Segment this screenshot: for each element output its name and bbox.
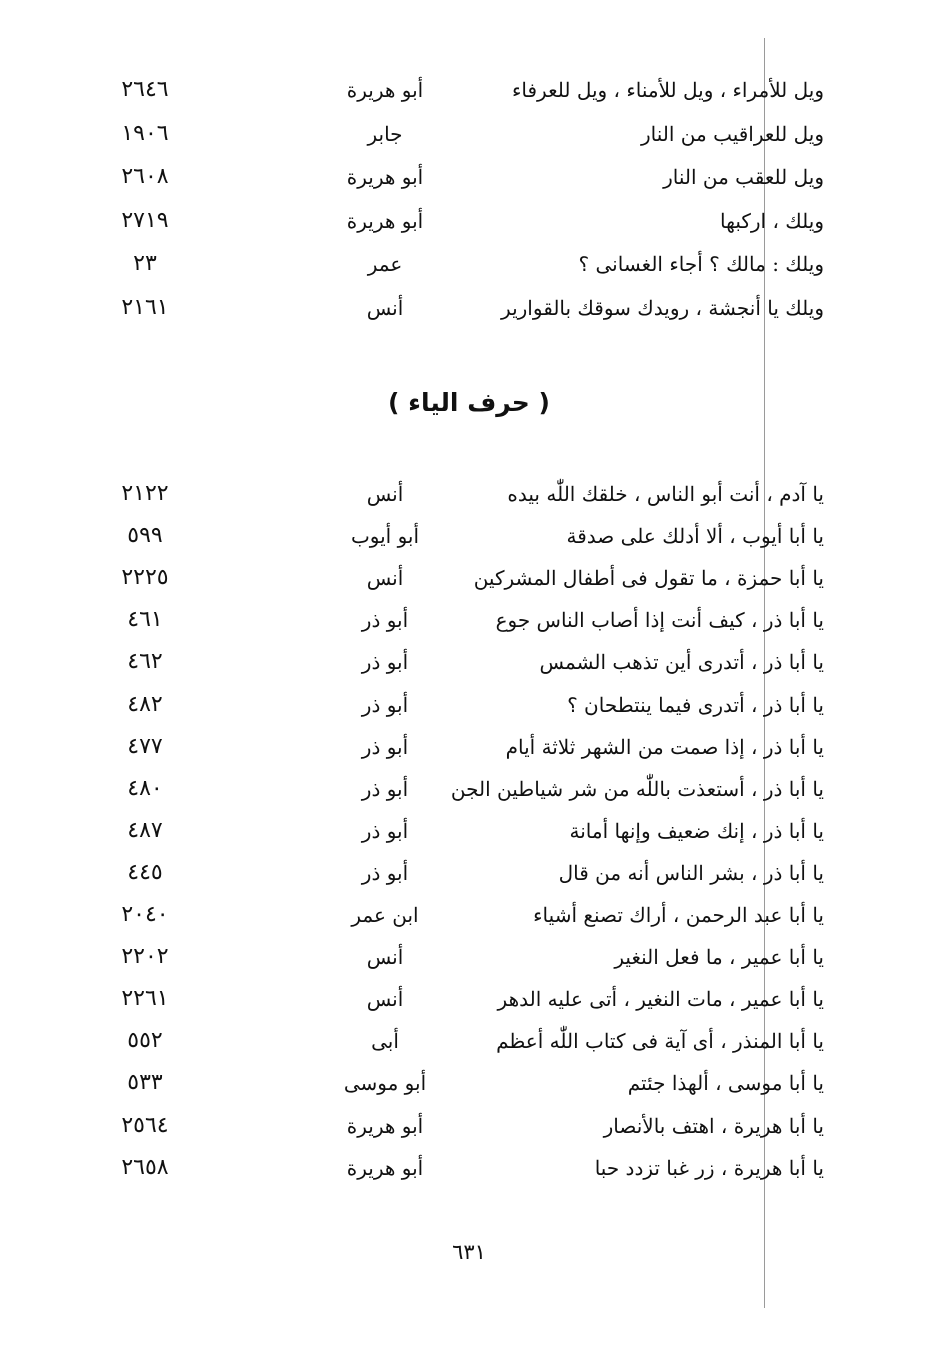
hadith-incipit: يا أبا أيوب ، ألا أدلك على صدقة — [566, 524, 824, 549]
hadith-incipit: يا أبا هريرة ، اهتف بالأنصار — [603, 1113, 824, 1138]
entry-row — [0, 157, 938, 197]
entry-row — [0, 516, 938, 556]
narrator-name: أبو هريرة — [346, 165, 424, 190]
hadith-number: ٢٣ — [133, 251, 157, 277]
hadith-number: ٢٠٤٠ — [121, 902, 169, 927]
hadith-number: ٢٢٠٢ — [121, 944, 169, 970]
narrator-name: أبو ذر — [361, 692, 409, 717]
narrator-name: أبو ذر — [361, 608, 409, 633]
hadith-number: ٤٤٥ — [127, 859, 163, 885]
hadith-number: ٢٦٤٦ — [121, 77, 169, 102]
hadith-number: ٢١٦١ — [121, 295, 169, 320]
hadith-incipit: يا أبا ذر ، أستعذت باللّٰه من شر شياطين الجن — [450, 776, 824, 801]
narrator-name: أبو ذر — [361, 734, 409, 759]
narrator-name: ابن عمر — [351, 903, 419, 927]
hadith-incipit: يا أبا ذر ، أتدرى أين تذهب الشمس — [539, 650, 824, 675]
narrator-name: أبو هريرة — [346, 1155, 424, 1180]
hadith-incipit: يا أبا ذر ، كيف أنت إذا أصاب الناس جوع — [495, 608, 824, 633]
entry-row — [0, 288, 938, 328]
narrator-name: أبى — [371, 1029, 399, 1054]
narrator-name: أبو ذر — [361, 776, 409, 801]
hadith-incipit: يا أبا عمير ، مات النغير ، أتى عليه الدهر — [497, 987, 824, 1012]
entry-row — [0, 979, 938, 1019]
hadith-number: ٥٥٢ — [127, 1028, 163, 1054]
narrator-name: أبو أيوب — [350, 524, 420, 549]
narrator-name: أنس — [366, 566, 404, 591]
narrator-name: أبو ذر — [361, 860, 409, 885]
narrator-name: أنس — [366, 296, 404, 320]
hadith-number: ٢٧١٩ — [121, 207, 169, 233]
entry-row — [0, 769, 938, 809]
hadith-number: ٤٧٧ — [127, 733, 163, 759]
narrator-name: أبو موسى — [343, 1071, 427, 1096]
hadith-incipit: ويلك : مالك ؟ أجاء الغسانى ؟ — [578, 252, 824, 277]
narrator-name: أبو هريرة — [346, 78, 424, 102]
hadith-number: ١٩٠٦ — [121, 120, 169, 146]
narrator-name: أبو هريرة — [346, 1113, 424, 1138]
entry-row — [0, 244, 938, 284]
section-heading: ( حرف الياء ) — [388, 388, 550, 417]
entry-row — [0, 600, 938, 640]
hadith-number: ٢٦٠٨ — [121, 164, 169, 190]
hadith-number: ٤٨٠ — [127, 775, 163, 801]
hadith-number: ٤٨٢ — [127, 691, 163, 717]
hadith-number: ٥٩٩ — [127, 523, 163, 549]
entry-row — [0, 1106, 938, 1146]
narrator-name: أنس — [366, 482, 404, 506]
entry-row — [0, 70, 938, 110]
hadith-incipit: يا أبا عمير ، ما فعل النغير — [614, 945, 824, 970]
narrator-name: أنس — [366, 945, 404, 970]
narrator-name: أبو هريرة — [346, 208, 424, 233]
hadith-incipit: يا أبا موسى ، ألهذا جئتم — [627, 1071, 824, 1096]
hadith-number: ٢٥٦٤ — [121, 1112, 169, 1138]
hadith-number: ٢٢٦١ — [121, 986, 169, 1012]
entry-row — [0, 558, 938, 598]
hadith-incipit: يا أبا ذر ، إنك ضعيف وإنها أمانة — [569, 818, 824, 843]
entry-row — [0, 727, 938, 767]
hadith-incipit: يا أبا ذر ، إذا صمت من الشهر ثلاثة أيام — [505, 734, 824, 759]
entry-row — [0, 1148, 938, 1188]
hadith-incipit: ويل للعراقيب من النار — [640, 121, 824, 146]
hadith-number: ٢٦٥٨ — [121, 1154, 169, 1180]
entry-row — [0, 642, 938, 682]
entry-row — [0, 1021, 938, 1061]
page-number: ٦٣١ — [452, 1240, 486, 1264]
hadith-number: ٤٨٧ — [127, 817, 163, 843]
entry-row — [0, 685, 938, 725]
hadith-incipit: ويلك يا أنجشة ، رويدك سوقك بالقوارير — [501, 296, 824, 320]
hadith-incipit: يا آدم ، أنت أبو الناس ، خلقك اللّٰه بيده — [507, 482, 824, 506]
narrator-name: أبو ذر — [361, 650, 409, 675]
hadith-incipit: ويل للعقب من النار — [663, 165, 824, 190]
narrator-name: أبو ذر — [361, 818, 409, 843]
hadith-incipit: ويلك ، اركبها — [720, 208, 824, 233]
hadith-incipit: ويل للأمراء ، ويل للأمناء ، ويل للعرفاء — [512, 78, 824, 102]
entry-row — [0, 474, 938, 514]
entry-row — [0, 937, 938, 977]
entry-row — [0, 114, 938, 154]
hadith-incipit: يا أبا ذر ، أتدرى فيما ينتطحان ؟ — [567, 692, 824, 717]
entry-row — [0, 895, 938, 935]
narrator-name: جابر — [367, 121, 403, 146]
hadith-incipit: يا أبا حمزة ، ما تقول فى أطفال المشركين — [473, 566, 824, 591]
entry-row — [0, 853, 938, 893]
hadith-number: ٥٣٣ — [127, 1070, 163, 1096]
hadith-number: ٤٦١ — [127, 607, 163, 633]
hadith-incipit: يا أبا هريرة ، زر غبا تزدد حبا — [594, 1155, 824, 1180]
narrator-name: عمر — [367, 252, 403, 277]
entry-row — [0, 201, 938, 241]
entry-row — [0, 1063, 938, 1103]
hadith-incipit: يا أبا المنذر ، أى آية فى كتاب اللّٰه أعظم — [496, 1029, 824, 1054]
hadith-incipit: يا أبا ذر ، بشر الناس أنه من قال — [558, 860, 824, 885]
hadith-number: ٢١٢٢ — [121, 481, 169, 506]
hadith-number: ٢٢٢٥ — [121, 565, 169, 591]
entry-row — [0, 811, 938, 851]
hadith-incipit: يا أبا عبد الرحمن ، أراك تصنع أشياء — [533, 903, 824, 927]
narrator-name: أنس — [366, 987, 404, 1012]
hadith-number: ٤٦٢ — [127, 649, 163, 675]
